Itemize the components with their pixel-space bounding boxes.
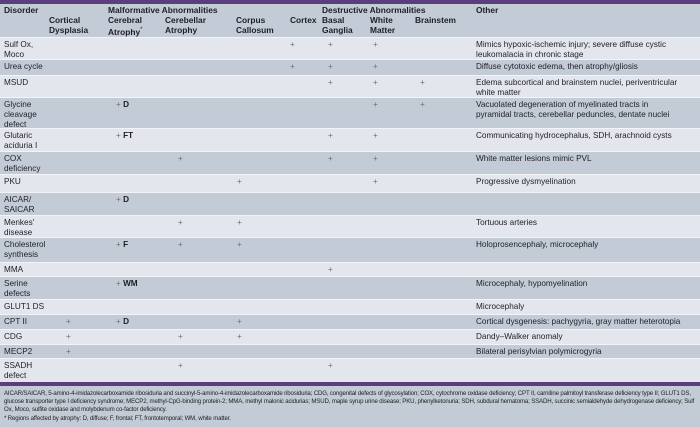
table-row xyxy=(0,238,700,263)
atrophy-region: F xyxy=(120,240,129,249)
plus-icon: + xyxy=(116,240,121,249)
atrophy-region: WM xyxy=(120,279,138,288)
finding-mark xyxy=(373,78,378,88)
column-header xyxy=(370,16,395,35)
plus-icon: + xyxy=(66,347,71,356)
plus-icon: + xyxy=(178,218,183,227)
finding-mark xyxy=(237,177,242,187)
atrophy-region: FT xyxy=(120,131,134,140)
finding-mark xyxy=(420,100,425,110)
column-header-line: Dysplasia xyxy=(49,24,89,35)
finding-mark xyxy=(66,332,71,342)
other-findings: Tortuous arteries xyxy=(476,218,537,227)
other-findings: Diffuse cytotoxic edema, then atrophy/gliosis xyxy=(476,62,638,71)
column-header-line: Corpus xyxy=(236,15,266,25)
table-row xyxy=(0,129,700,152)
plus-icon: + xyxy=(420,78,425,87)
table-row xyxy=(0,277,700,300)
disorder-name: PKU xyxy=(4,177,21,186)
column-header-line: Matter xyxy=(370,24,396,35)
finding-mark xyxy=(178,361,183,371)
column-header xyxy=(236,16,274,35)
plus-icon: + xyxy=(116,131,121,140)
plus-icon: + xyxy=(237,177,242,186)
plus-icon: + xyxy=(328,154,333,163)
finding-mark xyxy=(373,154,378,164)
finding-mark xyxy=(373,62,378,72)
table-row xyxy=(0,152,700,175)
finding-mark xyxy=(178,154,183,164)
finding-mark xyxy=(66,347,71,357)
finding-mark xyxy=(420,78,425,88)
finding-mark xyxy=(237,240,242,250)
disorder-name: AICAR/ SAICAR xyxy=(4,195,35,214)
table-header xyxy=(0,4,700,38)
column-header-line: Brainstem xyxy=(415,15,456,25)
footnote-marker: * xyxy=(140,26,143,33)
column-header-line: Atrophy xyxy=(108,26,141,37)
column-header-line: Ganglia xyxy=(322,24,353,35)
table-row xyxy=(0,98,700,129)
finding-mark xyxy=(373,177,378,187)
disorder-name: Urea cycle xyxy=(4,62,43,71)
column-header-line: Cortex xyxy=(290,15,317,25)
footnotes xyxy=(4,390,698,423)
table-row xyxy=(0,76,700,98)
table-row xyxy=(0,300,700,315)
finding-mark xyxy=(178,218,183,228)
finding-mark xyxy=(373,40,378,50)
finding-mark xyxy=(373,100,378,110)
plus-icon: + xyxy=(178,361,183,370)
plus-icon: + xyxy=(373,62,378,71)
header-malformative-group: Malformative Abnormalities xyxy=(108,5,218,15)
finding-mark xyxy=(116,240,128,250)
table-row xyxy=(0,175,700,193)
finding-mark xyxy=(328,40,333,50)
plus-icon: + xyxy=(373,40,378,49)
column-header xyxy=(108,16,142,37)
finding-mark xyxy=(328,131,333,141)
other-findings: Dandy–Walker anomaly xyxy=(476,332,563,341)
finding-mark xyxy=(328,154,333,164)
plus-icon: + xyxy=(328,40,333,49)
plus-icon: + xyxy=(237,240,242,249)
table-row xyxy=(0,263,700,277)
finding-mark xyxy=(116,317,129,327)
plus-icon: + xyxy=(66,317,71,326)
table-row xyxy=(0,315,700,330)
atrophy-region: D xyxy=(120,195,129,204)
finding-mark xyxy=(116,279,138,289)
disorder-name: Glycine cleavage defect xyxy=(4,100,37,129)
disorder-name: Glutaric aciduria I xyxy=(4,131,38,150)
finding-mark xyxy=(116,131,133,141)
plus-icon: + xyxy=(116,317,121,326)
other-findings: Progressive dysmyelination xyxy=(476,177,576,186)
plus-icon: + xyxy=(178,240,183,249)
finding-mark xyxy=(328,265,333,275)
plus-icon: + xyxy=(373,78,378,87)
plus-icon: + xyxy=(373,131,378,140)
plus-icon: + xyxy=(116,279,121,288)
disorder-name: Menkes' disease xyxy=(4,218,35,237)
disorder-name: MMA xyxy=(4,265,24,274)
table-row xyxy=(0,60,700,76)
finding-mark xyxy=(116,100,129,110)
plus-icon: + xyxy=(328,78,333,87)
table-row xyxy=(0,359,700,383)
plus-icon: + xyxy=(328,265,333,274)
table-row xyxy=(0,330,700,345)
column-header-line: Cerebellar xyxy=(165,15,206,25)
plus-icon: + xyxy=(237,332,242,341)
header-destructive-group: Destructive Abnormalities xyxy=(322,5,426,15)
disorder-name: CPT II xyxy=(4,317,28,326)
table-row xyxy=(0,193,700,216)
finding-mark xyxy=(178,240,183,250)
finding-mark xyxy=(328,78,333,88)
table-row xyxy=(0,216,700,238)
plus-icon: + xyxy=(237,317,242,326)
finding-mark xyxy=(116,195,129,205)
disorder-name: CDG xyxy=(4,332,23,341)
finding-mark xyxy=(178,332,183,342)
plus-icon: + xyxy=(178,154,183,163)
disorder-name: MSUD xyxy=(4,78,29,87)
column-header-line: Callosum xyxy=(236,24,274,35)
other-findings: Vacuolated degeneration of myelinated tracts in pyramidal tracts, cerebellar peduncles, dentate nuclei xyxy=(476,100,670,119)
plus-icon: + xyxy=(328,361,333,370)
abbreviations-footnote: AICAR/SAICAR, 5-amino-4-imidazolecarboxamide ribosiduria and succinyl-5-amino-4-imidazolecarboxamide ribosiduria; CDG, congenital defects of glycosylation; COX, cytochrome oxidase deficiency; CPT II, carnitine palmitoyl transferase deficiency type II; GLUT1 DS, glucose transporter type I deficiency syndrome; MECP2, methyl-CpG-binding protein-2; MMA, methyl malonic acidurias; MSUD, maple syrup urine disease; PKU, phenylketonuria; SDH, subdural hematoma; SSADH, succinic semialdehyde dehydrogenase deficiency; Sulf Ox, Moco, sulfite oxidase and molybdenum co-factor deficiency. xyxy=(4,390,695,414)
other-findings: White matter lesions mimic PVL xyxy=(476,154,592,163)
atrophy-region: D xyxy=(120,317,129,326)
column-header-line: Basal xyxy=(322,15,345,25)
plus-icon: + xyxy=(328,62,333,71)
plus-icon: + xyxy=(290,40,295,49)
column-header xyxy=(290,16,317,26)
column-header-line: Cortical xyxy=(49,15,81,25)
plus-icon: + xyxy=(178,332,183,341)
header-other: Other xyxy=(476,5,499,15)
plus-icon: + xyxy=(116,195,121,204)
disorder-name: SSADH defect xyxy=(4,361,33,380)
finding-mark xyxy=(373,131,378,141)
other-findings: Bilateral perisylvian polymicrogyria xyxy=(476,347,602,356)
other-findings: Communicating hydrocephalus, SDH, arachnoid cysts xyxy=(476,131,672,140)
table-row xyxy=(0,38,700,60)
column-header-line: Cerebral xyxy=(108,15,142,25)
other-findings: Microcephaly, hypomyelination xyxy=(476,279,588,288)
disorder-name: Serine defects xyxy=(4,279,31,298)
atrophy-footnote: * Regions affected by atrophy: D, diffuse; F, frontal; FT, frontotemporal; WM, white matter. xyxy=(4,414,231,422)
disorder-name: GLUT1 DS xyxy=(4,302,45,311)
header-disorder: Disorder xyxy=(4,5,39,15)
finding-mark xyxy=(328,361,333,371)
other-findings: Edema subcortical and brainstem nuclei, periventricular white matter xyxy=(476,78,678,97)
other-findings: Mimics hypoxic-ischemic injury; severe diffuse cystic leukomalacia in chronic stage xyxy=(476,40,667,59)
finding-mark xyxy=(290,40,295,50)
plus-icon: + xyxy=(116,100,121,109)
other-findings: Holoprosencephaly, microcephaly xyxy=(476,240,599,249)
plus-icon: + xyxy=(373,100,378,109)
finding-mark xyxy=(328,62,333,72)
column-header-line: White xyxy=(370,15,393,25)
plus-icon: + xyxy=(328,131,333,140)
disorder-name: Cholesterol synthesis xyxy=(4,240,46,259)
finding-mark xyxy=(237,332,242,342)
disorder-name: Sulf Ox, Moco xyxy=(4,40,34,59)
column-header xyxy=(415,16,456,26)
plus-icon: + xyxy=(373,154,378,163)
table-row xyxy=(0,345,700,359)
finding-mark xyxy=(237,317,242,327)
disorder-name: MECP2 xyxy=(4,347,33,356)
plus-icon: + xyxy=(420,100,425,109)
column-header-line: Atrophy xyxy=(165,24,198,35)
disorder-name: COX deficiency xyxy=(4,154,41,173)
column-header xyxy=(322,16,353,35)
plus-icon: + xyxy=(290,62,295,71)
plus-icon: + xyxy=(66,332,71,341)
finding-mark xyxy=(66,317,71,327)
finding-mark xyxy=(237,218,242,228)
atrophy-region: D xyxy=(120,100,129,109)
plus-icon: + xyxy=(373,177,378,186)
plus-icon: + xyxy=(237,218,242,227)
other-findings: Cortical dysgenesis: pachygyria, gray matter heterotopia xyxy=(476,317,681,326)
other-findings: Microcephaly xyxy=(476,302,525,311)
column-header xyxy=(49,16,88,35)
finding-mark xyxy=(290,62,295,72)
column-header xyxy=(165,16,206,35)
